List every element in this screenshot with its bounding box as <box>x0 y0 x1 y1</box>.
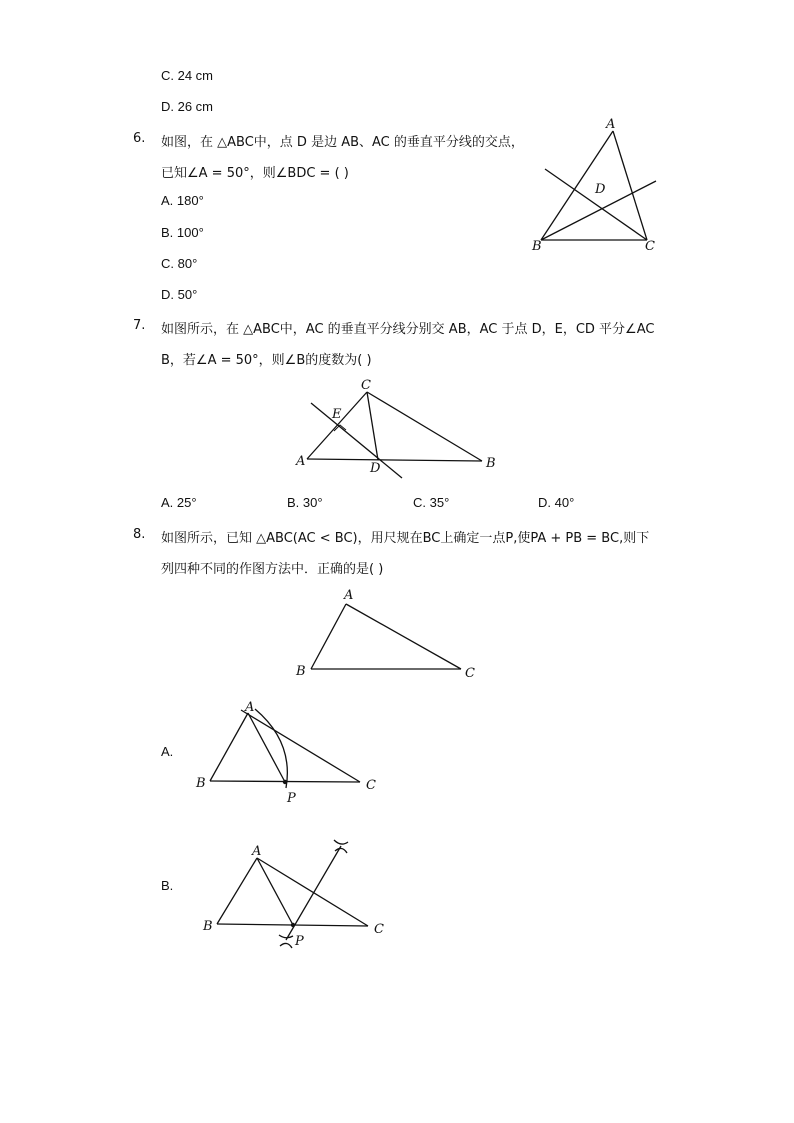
q8b-edge-ac <box>257 858 368 926</box>
q7-option-a: A. 25° <box>161 495 197 510</box>
q6-stem-line2: 已知∠A = 50°，则∠BDC = ( ) <box>161 166 349 181</box>
q8b-arc-bottom-1 <box>279 935 293 938</box>
q7-stem-line1: 如图所示，在 △ABC中，AC 的垂直平分线分别交 AB，AC 于点 D，E，CD 平分∠AC <box>161 322 655 337</box>
q8a-label-a: A <box>245 700 255 715</box>
q5-option-d: D. 26 cm <box>161 99 214 114</box>
q6-label-b: B <box>532 239 542 254</box>
q7-label-c: C <box>361 378 371 393</box>
q6-option-c: C. 80° <box>161 256 198 271</box>
q7-option-c: C. 35° <box>413 495 450 510</box>
q6-label-d: D <box>595 182 606 197</box>
q6-label-c: C <box>645 239 655 254</box>
q6-label-a: A <box>606 117 616 132</box>
q8b-label-b: B <box>203 919 213 934</box>
q8-stem-line2: 列四种不同的作图方法中．正确的是( ) <box>161 562 384 577</box>
q7-stem-line2: B，若∠A = 50°，则∠B的度数为( ) <box>161 353 372 368</box>
q7-option-b: B. 30° <box>287 495 323 510</box>
q8-option-a-label: A. <box>161 744 174 759</box>
q8-stem-line1: 如图所示，已知 △ABC(AC < BC)，用尺规在BC上确定一点P,使PA + PB = BC,则下 <box>161 531 650 546</box>
q6-number: 6. <box>133 131 146 146</box>
q8-number: 8. <box>133 527 146 542</box>
q7-option-d: D. 40° <box>538 495 575 510</box>
q7-label-b: B <box>486 456 496 471</box>
q8b-label-c: C <box>374 922 384 937</box>
q8b-arc-bottom-2 <box>280 943 292 948</box>
q8b-arc-top-1 <box>334 840 348 844</box>
q8b-label-p: P <box>295 934 304 949</box>
q5-option-c: C. 24 cm <box>161 68 214 83</box>
q8-option-b-label: B. <box>161 878 174 893</box>
q7-number: 7. <box>133 318 146 333</box>
q6-option-b: B. 100° <box>161 225 204 240</box>
q6-stem-line1: 如图，在 △ABC中，点 D 是边 AB、AC 的垂直平分线的交点， <box>161 135 524 150</box>
q8a-label-b: B <box>196 776 206 791</box>
q6-option-d: D. 50° <box>161 287 198 302</box>
q7-label-e: E <box>332 407 342 422</box>
q8a-label-p: P <box>287 791 296 806</box>
q8b-segment-ap <box>257 858 293 925</box>
q6-option-a: A. 180° <box>161 193 204 208</box>
q8b-edge-ab <box>217 858 257 924</box>
q8-main-label-b: B <box>296 664 306 679</box>
q7-label-a: A <box>296 454 306 469</box>
q8b-label-a: A <box>252 844 262 859</box>
q8-main-label-c: C <box>465 666 475 681</box>
q7-label-d: D <box>370 461 381 476</box>
q8b-point-p <box>291 923 295 927</box>
q8a-label-c: C <box>366 778 376 793</box>
q8-main-label-a: A <box>344 588 354 603</box>
